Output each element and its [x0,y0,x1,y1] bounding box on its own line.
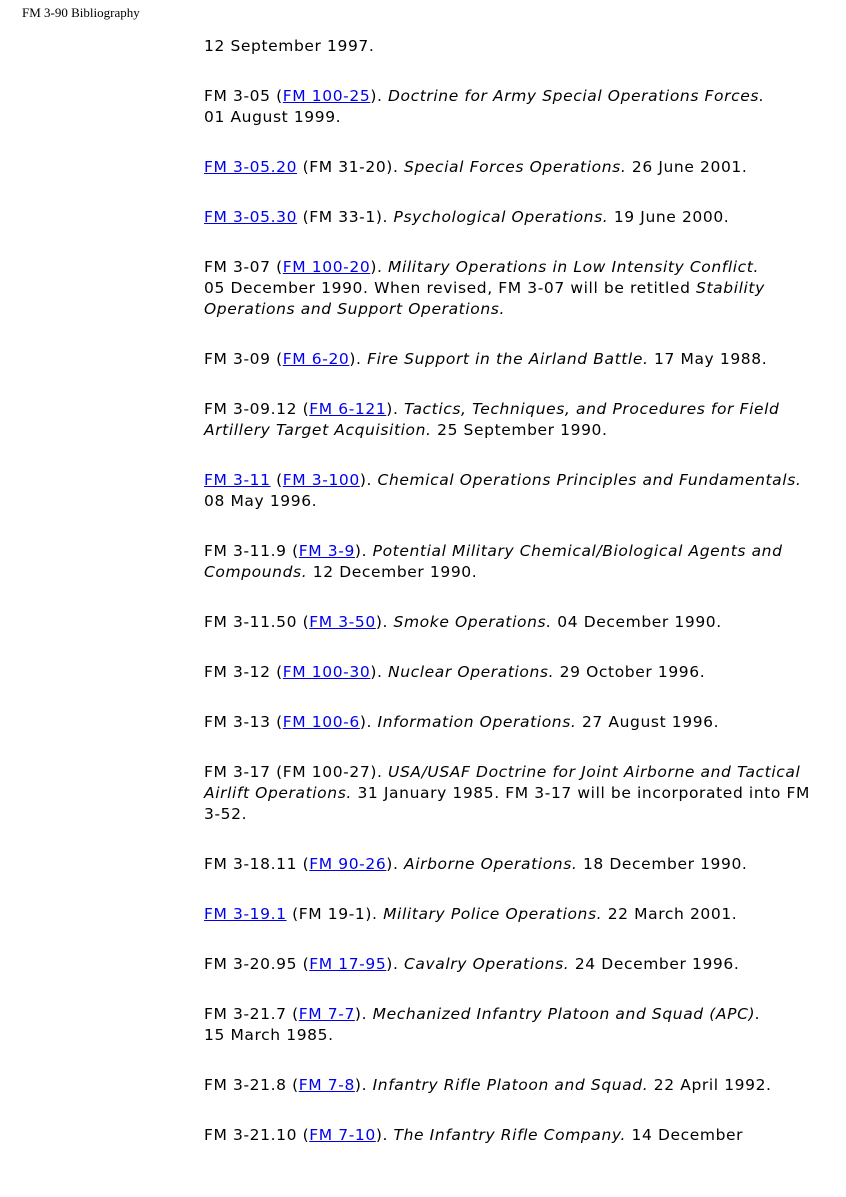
entry-date: 27 August 1996. [581,713,720,731]
bibliography-entry: FM 3-21.8 (FM 7-8). Infantry Rifle Platoon and Squad. 22 April 1992. [204,1076,772,1094]
entry-title: USA/USAF Doctrine for Joint Airborne and Tactical Airlift Operations. [204,763,801,802]
entry-note-title: Stability Operations and Support Operations. [204,279,765,318]
entry-date: 05 December 1990. [204,279,369,297]
entry-title: Military Police Operations. [383,905,603,923]
entry-date: 18 December 1990. [582,855,748,873]
entry-date: 31 January 1985. [357,784,500,802]
entry-alt: FM 33-1 [309,208,376,226]
entry-alt-link[interactable]: FM 3-9 [298,542,355,560]
entry-title: Airborne Operations. [404,855,578,873]
entry-id-link[interactable]: FM 3-05.30 [204,208,298,226]
entry-alt-link[interactable]: FM 100-25 [282,87,371,105]
entry-id: FM 3-13 [204,713,271,731]
bibliography-entry: FM 3-12 (FM 100-30). Nuclear Operations. 29 October 1996. [204,663,706,681]
entry-alt-link[interactable]: FM 90-26 [309,855,387,873]
entry-alt-link[interactable]: FM 100-30 [282,663,371,681]
bibliography-entry: FM 3-19.1 (FM 19-1). Military Police Operations. 22 March 2001. [204,905,738,923]
bibliography-entry: FM 3-11.9 (FM 3-9). Potential Military Chemical/Biological Agents and Compounds. 12 December 1990. [204,542,783,581]
entry-id: FM 3-07 [204,258,271,276]
bibliography-entry: FM 3-05.20 (FM 31-20). Special Forces Operations. 26 June 2001. [204,158,748,176]
entry-alt-link[interactable]: FM 3-100 [282,471,360,489]
entry-title: Military Operations in Low Intensity Conflict. [388,258,759,276]
entry-title: Psychological Operations. [393,208,609,226]
entry-title: Nuclear Operations. [388,663,555,681]
bibliography-entry: FM 3-18.11 (FM 90-26). Airborne Operations. 18 December 1990. [204,855,748,873]
bibliography-entry: FM 3-21.10 (FM 7-10). The Infantry Rifle Company. 14 December [204,1126,744,1144]
entry-title: Mechanized Infantry Platoon and Squad (APC). [372,1005,761,1023]
entry-id-link[interactable]: FM 3-05.20 [204,158,298,176]
entry-alt: FM 19-1 [298,905,366,923]
entry-id: FM 3-09 [204,350,271,368]
entry-title: Chemical Operations Principles and Fundamentals. [377,471,802,489]
entry-title: Tactics, Techniques, and Procedures for Field Artillery Target Acquisition. [204,400,780,439]
entry-alt-link[interactable]: FM 17-95 [309,955,387,973]
bibliography-entry: FM 3-11 (FM 3-100). Chemical Operations Principles and Fundamentals. 08 May 1996. [204,471,802,510]
entry-alt-link[interactable]: FM 7-8 [298,1076,355,1094]
entry-alt-link[interactable]: FM 7-10 [309,1126,376,1144]
entry-date: 25 September 1990. [437,421,608,439]
entry-title: Infantry Rifle Platoon and Squad. [372,1076,649,1094]
bibliography-entry: FM 3-09.12 (FM 6-121). Tactics, Techniques, and Procedures for Field Artillery Target Acquisition. 25 September 1990. [204,400,780,439]
entry-title: Potential Military Chemical/Biological Agents and Compounds. [204,542,783,581]
entry-id: FM 3-17 [204,763,271,781]
entry-date: 15 March 1985. [204,1026,334,1044]
entry-id: FM 3-21.10 [204,1126,298,1144]
entry-title: The Infantry Rifle Company. [393,1126,626,1144]
entry-date: 01 August 1999. [204,108,342,126]
entry-date: 24 December 1996. [574,955,740,973]
running-header: FM 3-90 Bibliography [22,5,140,20]
entry-alt-link[interactable]: FM 3-50 [309,613,376,631]
bibliography-entry: FM 3-05 (FM 100-25). Doctrine for Army Special Operations Forces. 01 August 1999. [204,87,765,126]
bibliography-entry: FM 3-21.7 (FM 7-7). Mechanized Infantry Platoon and Squad (APC). 15 March 1985. [204,1005,761,1044]
entry-alt-link[interactable]: FM 100-20 [282,258,371,276]
entry-id-link[interactable]: FM 3-11 [204,471,271,489]
entry-alt-link[interactable]: FM 7-7 [298,1005,355,1023]
entry-date: 04 December 1990. [557,613,722,631]
entry-alt-link[interactable]: FM 6-121 [309,400,387,418]
entry-date: 12 December 1990. [312,563,478,581]
entry-date: 26 June 2001. [631,158,748,176]
entry-title: Cavalry Operations. [404,955,570,973]
bibliography-entry: FM 3-11.50 (FM 3-50). Smoke Operations. 04 December 1990. [204,613,722,631]
entry-title: Smoke Operations. [393,613,552,631]
entry-id: FM 3-11.50 [204,613,298,631]
entry-alt-link[interactable]: FM 6-20 [282,350,350,368]
bibliography-entry: FM 3-17 (FM 100-27). USA/USAF Doctrine for Joint Airborne and Tactical Airlift Operations. 31 January 1985. FM 3-17 will be incorporated into FM 3-52. [204,763,811,823]
entry-date: 22 April 1992. [653,1076,772,1094]
entry-title: Fire Support in the Airland Battle. [367,350,649,368]
entry-id: FM 3-09.12 [204,400,298,418]
bibliography-entry: FM 3-20.95 (FM 17-95). Cavalry Operations. 24 December 1996. [204,955,740,973]
entry-alt-link[interactable]: FM 100-6 [282,713,360,731]
bibliography-entry: FM 3-07 (FM 100-20). Military Operations in Low Intensity Conflict. 05 December 1990. When revised, FM 3-07 will be retitled Stability Operations and Support Operations. [204,258,765,318]
entry-id: FM 3-21.7 [204,1005,287,1023]
entry-alt: FM 100-27 [282,763,371,781]
entry-id: FM 3-11.9 [204,542,287,560]
entry-id: FM 3-18.11 [204,855,298,873]
entry-title: Information Operations. [377,713,577,731]
entry-date: 22 March 2001. [607,905,738,923]
entry-date: 12 September 1997. [204,37,375,55]
entry-id: FM 3-05 [204,87,271,105]
bibliography-list [204,36,814,1146]
bibliography-entry: FM 3-09 (FM 6-20). Fire Support in the Airland Battle. 17 May 1988. [204,350,768,368]
bibliography-entry: FM 3-05.30 (FM 33-1). Psychological Operations. 19 June 2000. [204,208,730,226]
entry-id-link[interactable]: FM 3-19.1 [204,905,287,923]
entry-date: 08 May 1996. [204,492,318,510]
entry-note: When revised, FM 3-07 will be retitled [374,279,691,297]
bibliography-entry [204,36,814,57]
entry-id: FM 3-12 [204,663,271,681]
entry-date: 17 May 1988. [654,350,768,368]
entry-title: Special Forces Operations. [404,158,627,176]
entry-alt: FM 31-20 [309,158,387,176]
entry-date: 29 October 1996. [559,663,706,681]
entry-id: FM 3-21.8 [204,1076,287,1094]
entry-id: FM 3-20.95 [204,955,298,973]
entry-title: Doctrine for Army Special Operations Forces. [388,87,765,105]
entry-note: FM 3-17 will be incorporated into FM 3-52. [204,784,811,823]
entry-date: 14 December [631,1126,744,1144]
bibliography-entry: FM 3-13 (FM 100-6). Information Operations. 27 August 1996. [204,713,720,731]
entry-date: 19 June 2000. [613,208,730,226]
